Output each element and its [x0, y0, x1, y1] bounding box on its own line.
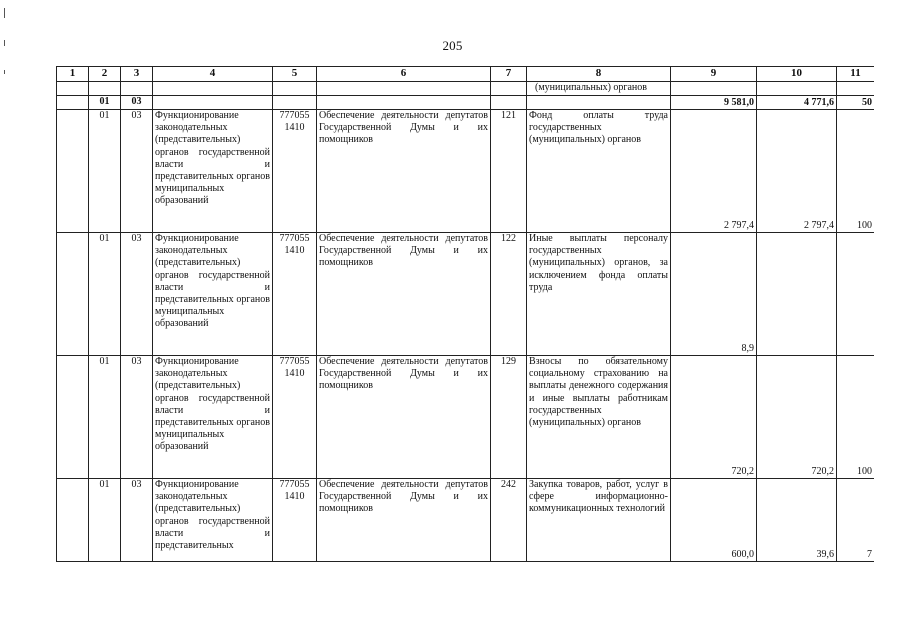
table-row — [57, 356, 875, 479]
section-code: 01 — [89, 96, 121, 110]
table-cell — [491, 82, 527, 96]
continuation-text: (муниципальных) органов — [527, 82, 671, 96]
planned-amount: 600,0 — [671, 479, 757, 562]
table-cell — [57, 110, 89, 233]
table-cell — [153, 96, 273, 110]
table-cell — [57, 233, 89, 356]
header-cell: 10 — [757, 67, 837, 82]
program-name: Обеспечение деятельности депутатов Государственной Думы и их помощников — [317, 479, 491, 562]
table-cell — [317, 82, 491, 96]
table-cell — [757, 82, 837, 96]
table-cell — [317, 96, 491, 110]
section-total-row — [57, 96, 875, 110]
expense-type-name: Иные выплаты персоналу государственных (муниципальных) органов, за исключением фонда оплаты труда — [527, 233, 671, 356]
function-name: Функционирование законодательных (представительных) органов государственной власти и представительных — [153, 479, 273, 562]
program-name: Обеспечение деятельности депутатов Государственной Думы и их помощников — [317, 233, 491, 356]
percent-value — [837, 233, 875, 356]
header-cell: 9 — [671, 67, 757, 82]
table-cell — [153, 82, 273, 96]
header-cell: 8 — [527, 67, 671, 82]
expense-type-code: 242 — [491, 479, 527, 562]
expense-type-code: 122 — [491, 233, 527, 356]
planned-amount: 8,9 — [671, 233, 757, 356]
header-cell: 6 — [317, 67, 491, 82]
expense-type-name: Взносы по обязательному социальному страхованию на выплаты денежного содержания и иные выплаты работникам государственных (муниципальных) органов — [527, 356, 671, 479]
percent-total: 50 — [837, 96, 875, 110]
planned-total: 9 581,0 — [671, 96, 757, 110]
section-code: 01 — [89, 233, 121, 356]
header-cell: 5 — [273, 67, 317, 82]
percent-value: 100 — [837, 356, 875, 479]
budget-table — [56, 66, 874, 562]
expense-type-name: Фонд оплаты труда государственных (муниципальных) органов — [527, 110, 671, 233]
function-name: Функционирование законодательных (представительных) органов государственной власти и представительных органов муниципальных образований — [153, 233, 273, 356]
subsection-code: 03 — [121, 110, 153, 233]
table-cell — [273, 96, 317, 110]
table-cell — [57, 479, 89, 562]
table-row — [57, 479, 875, 562]
table-cell — [671, 82, 757, 96]
header-cell: 1 — [57, 67, 89, 82]
program-name: Обеспечение деятельности депутатов Государственной Думы и их помощников — [317, 356, 491, 479]
header-row — [57, 67, 875, 82]
table-cell — [491, 96, 527, 110]
target-code: 777055 1410 — [273, 233, 317, 356]
actual-total: 4 771,6 — [757, 96, 837, 110]
target-code: 777055 1410 — [273, 110, 317, 233]
actual-amount: 720,2 — [757, 356, 837, 479]
planned-amount: 720,2 — [671, 356, 757, 479]
subsection-code: 03 — [121, 96, 153, 110]
function-name: Функционирование законодательных (представительных) органов государственной власти и представительных органов муниципальных образований — [153, 356, 273, 479]
expense-type-code: 121 — [491, 110, 527, 233]
table-cell — [57, 356, 89, 479]
continuation-row — [57, 82, 875, 96]
section-code: 01 — [89, 479, 121, 562]
target-code: 777055 1410 — [273, 479, 317, 562]
table-row — [57, 110, 875, 233]
table-cell — [273, 82, 317, 96]
page-number: 205 — [442, 38, 463, 53]
planned-amount: 2 797,4 — [671, 110, 757, 233]
scan-edge-mark — [4, 8, 5, 18]
percent-value: 7 — [837, 479, 875, 562]
header-cell: 4 — [153, 67, 273, 82]
subsection-code: 03 — [121, 479, 153, 562]
expense-type-code: 129 — [491, 356, 527, 479]
header-cell: 7 — [491, 67, 527, 82]
function-name: Функционирование законодательных (представительных) органов государственной власти и представительных органов муниципальных образований — [153, 110, 273, 233]
target-code: 777055 1410 — [273, 356, 317, 479]
header-cell: 3 — [121, 67, 153, 82]
header-cell: 2 — [89, 67, 121, 82]
subsection-code: 03 — [121, 356, 153, 479]
percent-value: 100 — [837, 110, 875, 233]
expense-type-name: Закупка товаров, работ, услуг в сфере информационно-коммуникационных технологий — [527, 479, 671, 562]
table-cell — [837, 82, 875, 96]
table-cell — [57, 82, 89, 96]
actual-amount — [757, 233, 837, 356]
table-cell — [527, 96, 671, 110]
program-name: Обеспечение деятельности депутатов Государственной Думы и их помощников — [317, 110, 491, 233]
header-cell: 11 — [837, 67, 875, 82]
table-row — [57, 233, 875, 356]
budget-table-container — [56, 66, 874, 570]
section-code: 01 — [89, 356, 121, 479]
actual-amount: 2 797,4 — [757, 110, 837, 233]
actual-amount: 39,6 — [757, 479, 837, 562]
subsection-code: 03 — [121, 233, 153, 356]
scan-edge-mark — [4, 70, 5, 74]
table-cell — [121, 82, 153, 96]
table-cell — [89, 82, 121, 96]
section-code: 01 — [89, 110, 121, 233]
table-cell — [57, 96, 89, 110]
